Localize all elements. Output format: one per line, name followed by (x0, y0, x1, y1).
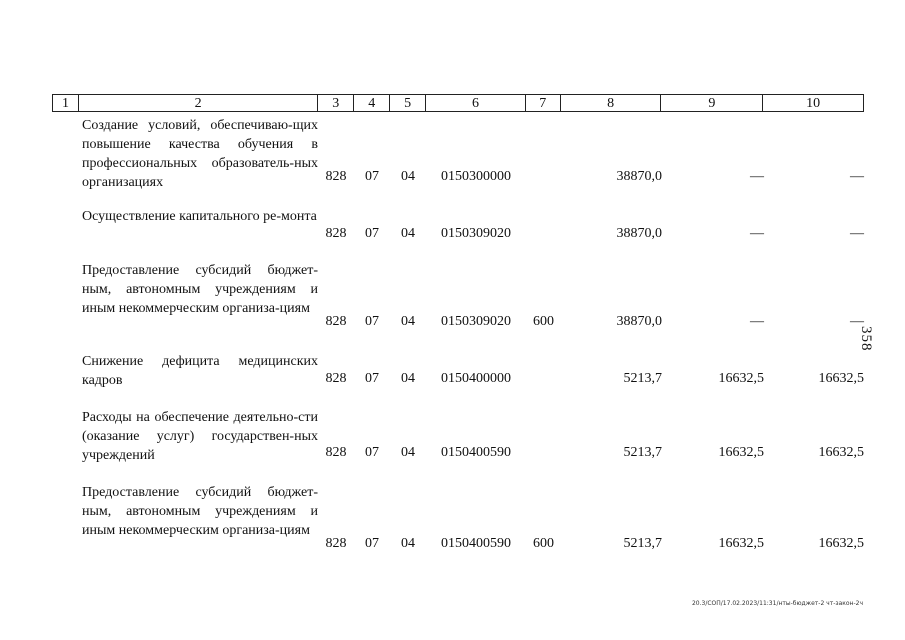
table-row (52, 483, 864, 553)
cell-c10: — (850, 226, 864, 241)
table-row (52, 408, 864, 462)
cell-c5: 04 (401, 536, 415, 551)
header-col-8: 8 (561, 95, 662, 111)
row-description: Предоставление субсидий бюджет-ным, автономным учреждениям и иным некоммерческим организа-циям (82, 263, 318, 316)
cell-c10: 16632,5 (818, 371, 864, 386)
cell-c7: 600 (533, 536, 554, 551)
cell-c6: 0150309020 (441, 226, 511, 241)
cell-c6: 0150300000 (441, 169, 511, 184)
cell-c4: 07 (365, 445, 379, 460)
header-col-2: 2 (79, 95, 318, 111)
cell-c3: 828 (325, 314, 347, 329)
cell-c9: — (750, 169, 764, 184)
cell-c5: 04 (401, 169, 415, 184)
table-row (52, 352, 864, 388)
cell-c4: 07 (365, 371, 379, 386)
cell-c5: 04 (401, 314, 415, 329)
footer-stamp: 20.3/СОП/17.02.2023/11:31/нты-бюджет-2 чт-закон-2ч (691, 600, 863, 607)
cell-c3: 828 (325, 445, 347, 460)
cell-c5: 04 (401, 445, 415, 460)
cell-c9: 16632,5 (718, 445, 764, 460)
cell-c3: 828 (325, 226, 347, 241)
cell-c10: 16632,5 (818, 445, 864, 460)
header-col-3: 3 (318, 95, 354, 111)
row-description: Предоставление субсидий бюджет-ным, автономным учреждениям и иным некоммерческим организа-циям (82, 485, 318, 538)
cell-c9: — (750, 226, 764, 241)
table-header (52, 94, 864, 112)
cell-c8: 38870,0 (616, 169, 662, 184)
cell-c6: 0150400000 (441, 371, 511, 386)
cell-c9: 16632,5 (718, 371, 764, 386)
row-description: Осуществление капитального ре-монта (82, 209, 317, 224)
cell-c9: — (750, 314, 764, 329)
table-row (52, 261, 864, 331)
cell-c8: 5213,7 (623, 371, 662, 386)
header-col-4: 4 (354, 95, 390, 111)
cell-c3: 828 (325, 536, 347, 551)
cell-c6: 0150309020 (441, 314, 511, 329)
header-col-1: 1 (53, 95, 79, 111)
cell-c4: 07 (365, 169, 379, 184)
cell-c8: 38870,0 (616, 314, 662, 329)
cell-c3: 828 (325, 371, 347, 386)
header-col-7: 7 (526, 95, 561, 111)
page-number: 358 (858, 326, 874, 352)
cell-c10: — (850, 314, 864, 329)
row-description: Создание условий, обеспечиваю-щих повышение качества обучения в профессиональных образователь-ных организациях (82, 118, 318, 190)
cell-c9: 16632,5 (718, 536, 764, 551)
cell-c10: 16632,5 (818, 536, 864, 551)
table-row (52, 207, 864, 243)
header-col-9: 9 (661, 95, 763, 111)
cell-c8: 38870,0 (616, 226, 662, 241)
header-col-6: 6 (426, 95, 526, 111)
cell-c5: 04 (401, 226, 415, 241)
header-col-5: 5 (390, 95, 426, 111)
cell-c7: 600 (533, 314, 554, 329)
cell-c5: 04 (401, 371, 415, 386)
cell-c4: 07 (365, 226, 379, 241)
table-row (52, 116, 864, 190)
cell-c8: 5213,7 (623, 445, 662, 460)
cell-c4: 07 (365, 314, 379, 329)
header-col-10: 10 (806, 96, 821, 111)
row-description: Снижение дефицита медицинских кадров (82, 354, 318, 388)
cell-c6: 0150400590 (441, 445, 511, 460)
cell-c10: — (850, 169, 864, 184)
row-description: Расходы на обеспечение деятельно-сти (оказание услуг) государствен-ных учреждений (82, 410, 318, 463)
cell-c6: 0150400590 (441, 536, 511, 551)
cell-c3: 828 (325, 169, 347, 184)
cell-c8: 5213,7 (623, 536, 662, 551)
cell-c4: 07 (365, 536, 379, 551)
